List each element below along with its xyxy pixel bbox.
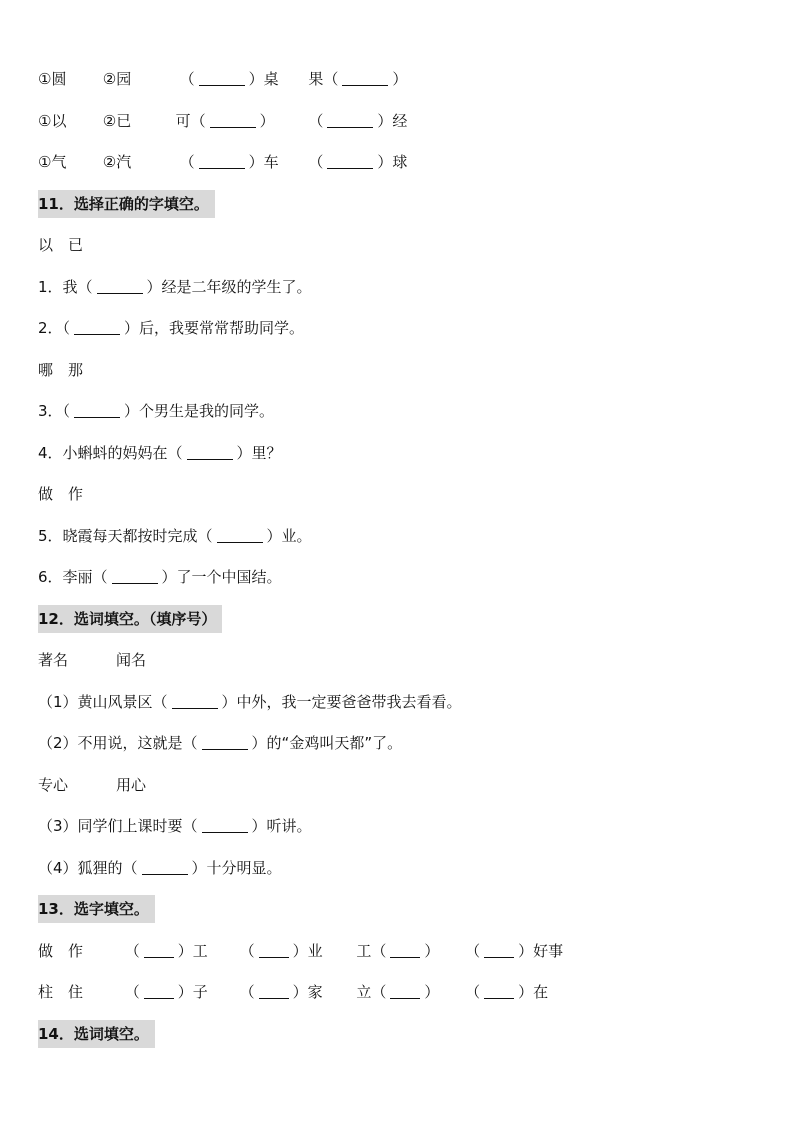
answer-blank[interactable]	[112, 567, 158, 584]
answer-blank[interactable]	[97, 277, 143, 294]
answer-blank[interactable]	[202, 816, 248, 833]
fill-item	[465, 975, 548, 1009]
word-choices	[38, 768, 758, 810]
sentence-prefix: 2．（	[38, 319, 71, 337]
question-heading: 11．选择正确的字填空。	[38, 190, 215, 218]
item-prefix: 可（	[175, 111, 206, 130]
question-11-heading-row	[38, 187, 758, 229]
answer-blank[interactable]	[390, 941, 420, 958]
item-suffix: ）	[259, 111, 275, 130]
item-suffix: ）	[392, 70, 408, 88]
answer-blank[interactable]	[142, 858, 188, 875]
char-fill-row-2	[38, 975, 758, 1017]
item-suffix: ）车	[248, 153, 279, 171]
answer-blank[interactable]	[74, 401, 120, 418]
sentence-prefix: 1．我（	[38, 277, 93, 296]
sentence-3	[38, 809, 758, 851]
item-suffix: ）	[424, 983, 440, 1001]
item-prefix: （	[308, 111, 324, 130]
worksheet	[38, 62, 758, 1058]
fill-item	[356, 975, 460, 1009]
sentence-6	[38, 560, 758, 602]
option-b: ②已	[102, 111, 132, 130]
answer-blank[interactable]	[144, 941, 174, 958]
word-choices: 以 已	[38, 236, 84, 254]
option-a: ①圆	[38, 70, 67, 88]
item-prefix: （	[124, 941, 140, 960]
fill-item	[308, 104, 407, 138]
sentence-prefix: （1）黄山风景区（	[38, 692, 168, 711]
answer-blank[interactable]	[74, 318, 120, 335]
item-suffix: ）好事	[518, 941, 564, 960]
fill-item	[240, 934, 352, 968]
item-suffix: ）在	[518, 983, 549, 1001]
answer-blank[interactable]	[327, 152, 373, 169]
answer-blank[interactable]	[390, 982, 420, 999]
sentence-5	[38, 519, 758, 561]
option-a: ①以	[38, 111, 67, 130]
option-b: ②园	[102, 70, 132, 88]
sentence-2	[38, 311, 758, 353]
sentence-suffix: ）的“金鸡叫天都”了。	[251, 734, 403, 752]
question-heading: 13．选字填空。	[38, 895, 155, 923]
word-choices: 做 作	[38, 485, 84, 503]
item-prefix: （	[308, 153, 324, 171]
char-choice-row-2	[38, 104, 758, 146]
item-prefix: （	[179, 153, 195, 171]
option-b: ②汽	[102, 153, 132, 171]
sentence-prefix: 3．（	[38, 402, 71, 420]
question-heading: 12．选词填空。（填序号）	[38, 605, 222, 633]
answer-blank[interactable]	[199, 152, 245, 169]
word-option: 专心	[38, 775, 69, 794]
answer-blank[interactable]	[217, 526, 263, 543]
question-12-heading-row	[38, 602, 758, 644]
fill-item	[356, 934, 460, 968]
fill-item	[465, 934, 563, 968]
char-choice-row-3	[38, 145, 758, 187]
answer-blank[interactable]	[187, 443, 233, 460]
sentence-3	[38, 394, 758, 436]
item-suffix: ）家	[292, 983, 323, 1001]
word-option: 闻名	[116, 651, 147, 669]
item-suffix: ）桌	[248, 70, 279, 88]
char-options: 做 作	[38, 941, 84, 960]
sentence-4	[38, 851, 758, 893]
sentence-suffix: ）中外，我一定要爸爸带我去看看。	[221, 692, 462, 711]
answer-blank[interactable]	[144, 982, 174, 999]
item-suffix: ）经	[377, 111, 408, 130]
answer-blank[interactable]	[342, 69, 388, 86]
item-prefix: （	[465, 941, 481, 960]
char-fill-row-1	[38, 934, 758, 976]
item-suffix: ）业	[292, 941, 323, 960]
answer-blank[interactable]	[484, 941, 514, 958]
answer-blank[interactable]	[327, 111, 373, 128]
sentence-suffix: ）里？	[236, 443, 282, 462]
item-suffix: ）	[424, 941, 440, 960]
sentence-1	[38, 270, 758, 312]
answer-blank[interactable]	[210, 111, 256, 128]
sentence-suffix: ）个男生是我的同学。	[124, 402, 275, 420]
item-prefix: 立（	[356, 983, 387, 1001]
item-prefix: 果（	[308, 70, 339, 88]
item-suffix: ）工	[177, 941, 208, 960]
item-suffix: ）球	[377, 153, 408, 171]
option-a: ①气	[38, 153, 67, 171]
sentence-2	[38, 726, 758, 768]
answer-blank[interactable]	[484, 982, 514, 999]
fill-item	[308, 145, 407, 179]
item-prefix: 工（	[356, 941, 387, 960]
word-choices: 哪 那	[38, 360, 84, 379]
sentence-suffix: ）听讲。	[251, 817, 312, 835]
sentence-prefix: （3）同学们上课时要（	[38, 817, 198, 835]
sentence-prefix: 5．晓霞每天都按时完成（	[38, 526, 213, 545]
word-option: 用心	[116, 775, 147, 794]
item-prefix: （	[465, 983, 481, 1001]
fill-item	[240, 975, 352, 1009]
sentence-prefix: （2）不用说，这就是（	[38, 734, 198, 752]
sentence-suffix: ）业。	[266, 526, 312, 545]
sentence-prefix: 4．小蝌蚪的妈妈在（	[38, 443, 183, 462]
fill-item	[180, 62, 304, 96]
item-prefix: （	[124, 983, 140, 1001]
sentence-prefix: 6．李丽（	[38, 568, 108, 586]
sentence-suffix: ）后，我要常常帮助同学。	[124, 319, 305, 337]
question-13-heading-row	[38, 892, 758, 934]
fill-item	[180, 145, 304, 179]
fill-item	[125, 934, 235, 968]
item-prefix: （	[179, 70, 195, 88]
answer-blank[interactable]	[172, 692, 218, 709]
sentence-1	[38, 685, 758, 727]
sentence-4	[38, 436, 758, 478]
sentence-suffix: ）十分明显。	[191, 858, 282, 877]
question-14-heading-row	[38, 1017, 758, 1059]
answer-blank[interactable]	[259, 941, 289, 958]
item-prefix: （	[239, 941, 255, 960]
question-heading: 14．选词填空。	[38, 1020, 155, 1048]
sentence-suffix: ）经是二年级的学生了。	[146, 277, 312, 296]
char-choice-row-1	[38, 62, 758, 104]
item-suffix: ）子	[177, 983, 208, 1001]
sentence-prefix: （4）狐狸的（	[38, 858, 138, 877]
answer-blank[interactable]	[202, 733, 248, 750]
char-options: 柱 住	[38, 983, 84, 1001]
fill-item	[176, 104, 304, 138]
answer-blank[interactable]	[199, 69, 245, 86]
word-option: 著名	[38, 651, 69, 669]
sentence-suffix: ）了一个中国结。	[161, 568, 282, 586]
word-choices	[38, 643, 758, 685]
item-prefix: （	[239, 983, 255, 1001]
fill-item	[308, 62, 407, 96]
fill-item	[125, 975, 235, 1009]
answer-blank[interactable]	[259, 982, 289, 999]
